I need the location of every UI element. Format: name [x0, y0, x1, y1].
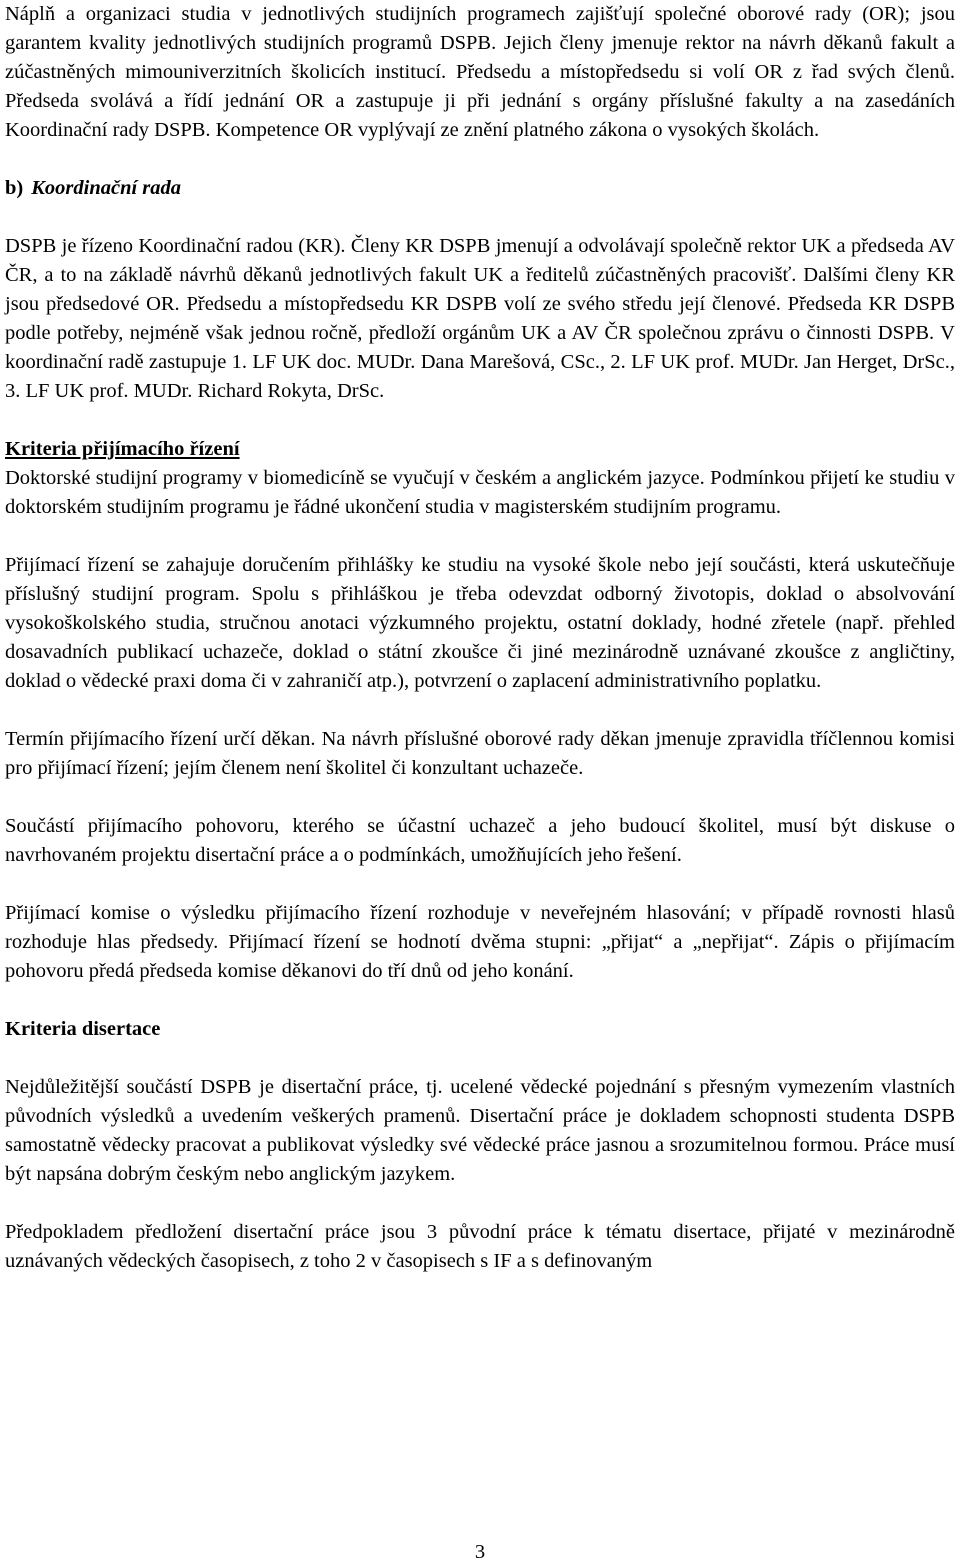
paragraph-admission-4: Součástí přijímacího pohovoru, kterého se účastní uchazeč a jeho budoucí školitel, musí být diskuse o navrhovaném projektu disertační práce a o podmínkách, umožňujících jeho řešení.	[5, 815, 955, 866]
document-page	[5, 0, 955, 1276]
paragraph-intro: Náplň a organizaci studia v jednotlivých studijních programech zajišťují společné oborové rady (OR); jsou garantem kvality jednotlivých studijních programů DSPB. Jejich členy jmenuje rektor na návrh děkanů fakult a zúčastněných mimouniverzitních školicích institucí. Předsedu a místopředsedu si volí OR z řad svých členů. Předseda svolává a řídí jednání OR a zastupuje ji při jednání s orgány příslušné fakulty a na zasedáních Koordinační rady DSPB. Kompetence OR vyplývají ze znění platného zákona o vysokých školách.	[5, 3, 955, 141]
paragraph-admission-3: Termín přijímacího řízení určí děkan. Na návrh příslušné oborové rady děkan jmenuje zpravidla tříčlennou komisi pro přijímací řízení; jejím členem není školitel či konzultant uchazeče.	[5, 728, 955, 779]
section-b-marker: b)	[5, 177, 24, 199]
page-number: 3	[474, 1541, 486, 1563]
spacer	[5, 145, 955, 174]
spacer	[5, 696, 955, 725]
spacer	[5, 783, 955, 812]
spacer	[5, 522, 955, 551]
spacer	[5, 870, 955, 899]
paragraph-dissertation-2: Předpokladem předložení disertační práce jsou 3 původní práce k tématu disertace, přijaté v mezinárodně uznávaných vědeckých časopisech, z toho 2 v časopisech s IF a s definovaným	[5, 1221, 955, 1272]
spacer	[5, 1044, 955, 1073]
paragraph-dissertation-1: Nejdůležitější součástí DSPB je disertační práce, tj. ucelené vědecké pojednání s přesným vymezením vlastních původních výsledků a uvedením veškerých pramenů. Disertační práce je dokladem schopnosti studenta DSPB samostatně vědecky pracovat a publikovat výsledky své vědecké práce jasnou a srozumitelnou formou. Práce musí být napsána dobrým českým nebo anglickým jazykem.	[5, 1076, 955, 1185]
paragraph-koordinacni-rada: DSPB je řízeno Koordinační radou (KR). Členy KR DSPB jmenují a odvolávají společně rektor UK a předseda AV ČR, a to na základě návrhů děkanů jednotlivých fakult UK a ředitelů zúčastněných pracovišť. Dalšími členy KR jsou předsedové OR. Předsedu a místopředsedu KR DSPB volí ze svého středu její členové. Předseda KR DSPB podle potřeby, nejméně však jednou ročně, předloží orgánům UK a AV ČR společnou zprávu o činnosti DSPB. V koordinační radě zastupuje 1. LF UK doc. MUDr. Dana Marešová, CSc., 2. LF UK prof. MUDr. Jan Herget, DrSc., 3. LF UK prof. MUDr. Richard Rokyta, DrSc.	[5, 235, 955, 402]
spacer	[5, 406, 955, 435]
spacer	[5, 1189, 955, 1218]
paragraph-admission-5: Přijímací komise o výsledku přijímacího řízení rozhoduje v neveřejném hlasování; v případě rovnosti hlasů rozhoduje hlas předsedy. Přijímací řízení se hodnotí dvěma stupni: „přijat“ a „nepřijat“. Zápis o přijímacím pohovoru předá předseda komise děkanovi do tří dnů od jeho konání.	[5, 902, 955, 982]
paragraph-admission-1: Doktorské studijní programy v biomedicíně se vyučují v českém a anglickém jazyce. Podmínkou přijetí ke studiu v doktorském studijním programu je řádné ukončení studia v magisterském studijním programu.	[5, 467, 955, 518]
paragraph-admission-2: Přijímací řízení se zahajuje doručením přihlášky ke studiu na vysoké škole nebo její součásti, která uskutečňuje příslušný studijní program. Spolu s přihláškou je třeba odevzdat odborný životopis, doklad o absolvování vysokoškolského studia, stručnou anotaci výzkumného projektu, ostatní doklady, hodné zřetele (např. přehled dosavadních publikací uchazeče, doklad o státní zkoušce či jiné mezinárodně uznávané zkoušce z angličtiny, doklad o vědecké praxi doma či v zahraničí atp.), potvrzení o zaplacení administrativního poplatku.	[5, 554, 955, 692]
heading-admission-criteria: Kriteria přijímacího řízení	[5, 438, 240, 460]
spacer	[5, 986, 955, 1015]
section-b-title: Koordinační rada	[31, 177, 182, 199]
heading-dissertation-criteria: Kriteria disertace	[5, 1018, 161, 1040]
spacer	[5, 203, 955, 232]
section-b-heading	[5, 174, 955, 203]
